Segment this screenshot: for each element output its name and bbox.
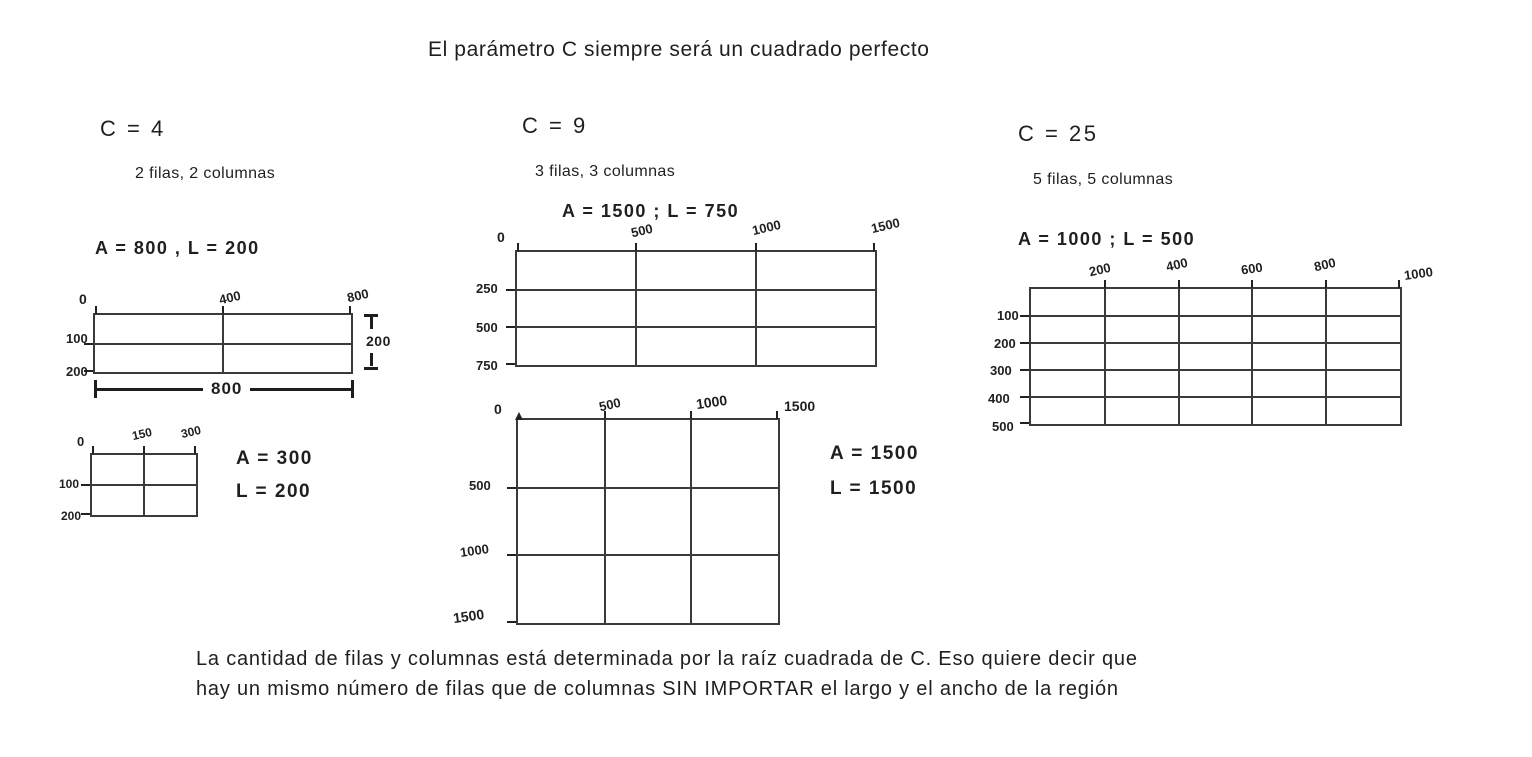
tick-mark bbox=[1104, 280, 1106, 288]
tick-mark bbox=[95, 306, 97, 314]
tick-mark bbox=[506, 289, 515, 291]
tick-mark bbox=[690, 411, 692, 419]
tick-mark bbox=[507, 621, 516, 623]
y-tick-label: 1000 bbox=[459, 541, 490, 560]
grid-line bbox=[1178, 289, 1180, 424]
y-tick-label: 500 bbox=[476, 320, 498, 335]
origin-arrow-icon bbox=[515, 412, 523, 420]
grid-line bbox=[1251, 289, 1253, 424]
dimension-line bbox=[370, 353, 373, 366]
tick-mark bbox=[755, 243, 757, 251]
tick-mark bbox=[81, 484, 90, 486]
y-tick-label: 300 bbox=[990, 363, 1012, 378]
x-tick-label: 1500 bbox=[784, 398, 816, 414]
section-c25-subheading: 5 filas, 5 columnas bbox=[1033, 171, 1174, 188]
area-annotation: A = 300 bbox=[236, 448, 313, 469]
length-annotation: L = 200 bbox=[236, 481, 312, 502]
grid-c9-wide bbox=[515, 250, 877, 367]
tick-mark bbox=[81, 513, 90, 515]
grid-line bbox=[1104, 289, 1106, 424]
origin-label: 0 bbox=[494, 401, 502, 417]
tick-mark bbox=[507, 487, 516, 489]
x-tick-label: 1500 bbox=[869, 214, 902, 237]
y-tick-label: 1500 bbox=[452, 605, 486, 627]
tick-mark bbox=[507, 554, 516, 556]
x-tick-label: 800 bbox=[345, 285, 371, 306]
tick-mark bbox=[1020, 422, 1029, 424]
origin-label: 0 bbox=[79, 291, 87, 307]
grid-line bbox=[1031, 369, 1400, 371]
tick-mark bbox=[635, 243, 637, 251]
tick-mark bbox=[1398, 280, 1400, 288]
dimension-cap bbox=[364, 367, 378, 370]
grid-c9-square bbox=[516, 418, 780, 625]
grid-line bbox=[517, 289, 875, 291]
length-annotation: L = 1500 bbox=[830, 478, 918, 499]
grid-line bbox=[518, 487, 778, 489]
tick-mark bbox=[1325, 280, 1327, 288]
footer-text-line2: hay un mismo número de filas que de columnas SIN IMPORTAR el largo y el ancho de la región bbox=[196, 678, 1119, 700]
tick-mark bbox=[517, 243, 519, 251]
grid-line bbox=[1325, 289, 1327, 424]
y-tick-label: 750 bbox=[476, 358, 498, 373]
grid-line bbox=[92, 484, 196, 486]
section-c9-subheading: 3 filas, 3 columnas bbox=[535, 163, 676, 180]
x-tick-label: 1000 bbox=[695, 391, 729, 413]
y-tick-label: 200 bbox=[994, 336, 1016, 351]
grid-line bbox=[604, 420, 606, 623]
y-tick-label: 100 bbox=[66, 331, 88, 346]
tick-mark bbox=[194, 446, 196, 454]
footer-text-line1: La cantidad de filas y columnas está determinada por la raíz cuadrada de C. Eso quiere decir que bbox=[196, 648, 1138, 670]
y-tick-label: 500 bbox=[469, 478, 491, 493]
tick-mark bbox=[92, 446, 94, 454]
grid-line bbox=[1031, 342, 1400, 344]
page-title: El parámetro C siempre será un cuadrado perfecto bbox=[428, 38, 930, 61]
y-tick-label: 400 bbox=[988, 391, 1010, 406]
grid-line bbox=[755, 252, 757, 365]
x-tick-label: 1000 bbox=[1403, 264, 1434, 283]
tick-mark bbox=[1251, 280, 1253, 288]
tick-mark bbox=[1020, 369, 1029, 371]
tick-mark bbox=[506, 326, 515, 328]
dimension-line bbox=[370, 316, 373, 329]
area-annotation: A = 1500 bbox=[830, 443, 919, 464]
grid-line bbox=[1031, 315, 1400, 317]
origin-label: 0 bbox=[497, 229, 505, 245]
grid-line bbox=[635, 252, 637, 365]
tick-mark bbox=[776, 411, 778, 419]
x-tick-label: 400 bbox=[217, 287, 243, 308]
dimension-label: 200 bbox=[366, 333, 391, 349]
x-tick-label: 150 bbox=[130, 424, 154, 444]
x-tick-label: 800 bbox=[1312, 254, 1338, 275]
dimension-cap bbox=[351, 380, 354, 398]
grid-c4-main bbox=[93, 313, 353, 374]
grid-line bbox=[517, 326, 875, 328]
tick-mark bbox=[1020, 342, 1029, 344]
section-c9-params: A = 1500 ; L = 750 bbox=[562, 201, 740, 221]
y-tick-label: 200 bbox=[66, 364, 88, 379]
section-c9-heading: C = 9 bbox=[522, 113, 588, 138]
tick-mark bbox=[1020, 315, 1029, 317]
x-tick-label: 400 bbox=[1164, 254, 1190, 275]
tick-mark bbox=[873, 243, 875, 251]
grid-c25-main bbox=[1029, 287, 1402, 426]
y-tick-label: 100 bbox=[997, 308, 1019, 323]
tick-mark bbox=[143, 446, 145, 454]
section-c4-subheading: 2 filas, 2 columnas bbox=[135, 165, 276, 182]
section-c25-heading: C = 25 bbox=[1018, 121, 1099, 146]
y-tick-label: 100 bbox=[59, 477, 80, 491]
section-c25-params: A = 1000 ; L = 500 bbox=[1018, 229, 1196, 249]
x-tick-label: 500 bbox=[597, 394, 623, 415]
tick-mark bbox=[506, 363, 515, 365]
grid-c4-small bbox=[90, 453, 198, 517]
x-tick-label: 1000 bbox=[750, 216, 783, 239]
tick-mark bbox=[349, 306, 351, 314]
x-tick-label: 200 bbox=[1087, 259, 1113, 280]
dimension-cap bbox=[94, 380, 97, 398]
origin-label: 0 bbox=[77, 434, 85, 449]
dimension-label: 800 bbox=[203, 379, 250, 399]
section-c4-params: A = 800 , L = 200 bbox=[95, 238, 260, 258]
x-tick-label: 600 bbox=[1240, 259, 1264, 278]
grid-line bbox=[690, 420, 692, 623]
grid-line bbox=[95, 343, 351, 345]
x-tick-label: 500 bbox=[629, 220, 655, 241]
y-tick-label: 500 bbox=[992, 419, 1014, 434]
x-tick-label: 300 bbox=[179, 422, 203, 442]
y-tick-label: 200 bbox=[61, 509, 82, 523]
y-tick-label: 250 bbox=[476, 281, 498, 296]
tick-mark bbox=[1178, 280, 1180, 288]
grid-line bbox=[1031, 396, 1400, 398]
tick-mark bbox=[222, 306, 224, 314]
grid-line bbox=[518, 554, 778, 556]
section-c4-heading: C = 4 bbox=[100, 116, 166, 141]
tick-mark bbox=[1020, 396, 1029, 398]
